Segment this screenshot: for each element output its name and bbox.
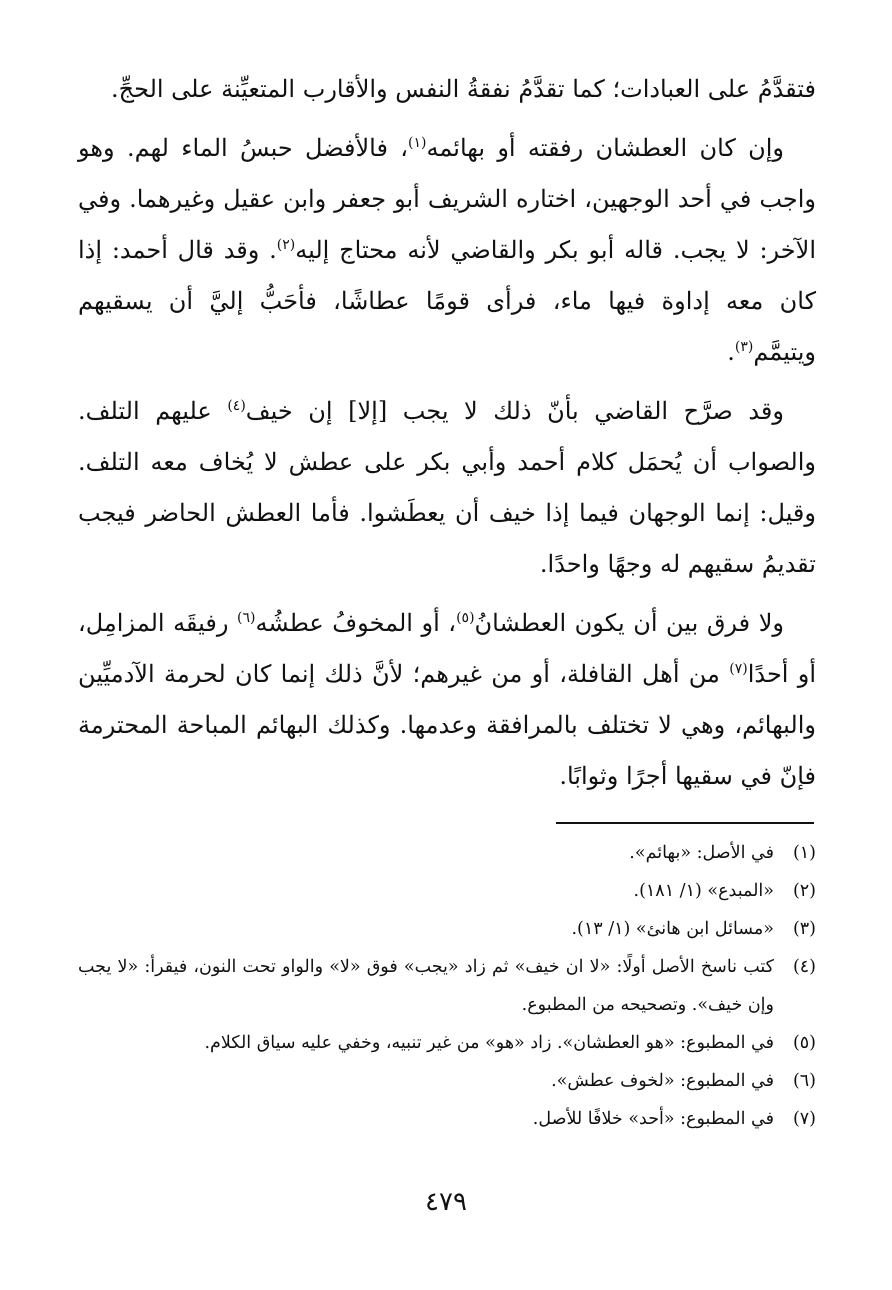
footnote-reference: (٧) [729, 661, 748, 677]
footnotes [78, 834, 816, 1138]
footnote-text: كتب ناسخ الأصل أولًا: «لا ان خيف» ثم زاد «يجب» فوق «لا» والواو تحت النون، فيقرأ: «لا يجب وإن خيف». وتصحيحه من المطبوع. [78, 957, 774, 1015]
paragraph [78, 64, 816, 115]
footnote-text: في المطبوع: «لخوف عطش». [551, 1071, 774, 1091]
paragraph-text: ، أو المخوفُ عطشُه [255, 609, 457, 637]
footnote-reference: (١) [408, 135, 427, 151]
paragraph-text: عليهم التلف. والصواب أن يُحمَل كلام أحمد وأبي بكر على عطش لا يُخاف معه التلف. وقيل: إنما الوجهان فيما إذا خيف أن يعطَشوا. فأما العطش الحاضر فيجب تقديمُ سقيهم له وجهًا واحدًا. [78, 397, 816, 578]
footnote-number: (٢) [792, 881, 816, 901]
footnote-number: (١) [792, 843, 816, 863]
footnote-text: في الأصل: «بهائم». [629, 843, 774, 863]
footnote-reference: (٥) [456, 610, 475, 626]
footnote-separator [556, 822, 814, 824]
paragraph-text: . وقد قال أحمد: إذا كان معه إداوة فيها ماء، فرأى قومًا عطاشًا، فأحَبُّ إليَّ أن يسقيهم ويتيمَّم [78, 236, 816, 366]
footnote-number: (٥) [792, 1033, 816, 1053]
paragraph [78, 598, 816, 802]
paragraph-text: ، فالأفضل حبسُ الماء لهم. وهو واجب في أحد الوجهين، اختاره الشريف أبو جعفر وابن عقيل وغيرهما. وفي الآخر: لا يجب. قاله أبو بكر والقاضي لأنه محتاج إليه [78, 134, 816, 264]
page-number: ٤٧٩ [425, 1187, 467, 1217]
footnote [78, 1100, 816, 1138]
footnote-number: (٣) [792, 919, 816, 939]
footnote [78, 834, 816, 872]
footnote [78, 910, 816, 948]
footnote-text: في المطبوع: «أحد» خلافًا للأصل. [532, 1109, 774, 1129]
footnote-number: (٦) [792, 1071, 816, 1091]
footnote [78, 1062, 816, 1100]
footnote-reference: (٦) [236, 610, 256, 626]
footnote-number: (٧) [792, 1109, 816, 1129]
footnote-number: (٤) [792, 957, 816, 977]
footnote-text: «مسائل ابن هانئ» (١/ ١٣). [571, 919, 774, 939]
paragraph-text: ولا فرق بين أن يكون العطشانُ [474, 609, 784, 637]
paragraph-text: من أهل القافلة، أو من غيرهم؛ لأنَّ ذلك إنما كان لحرمة الآدميِّين والبهائم، وهي لا تختلف بالمرافقة وعدمها. وكذلك البهائم المباحة المحترمة فإنّ في سقيها أجرًا وثوابًا. [78, 660, 816, 790]
footnote [78, 872, 816, 910]
footnote-text: «المبدع» (١/ ١٨١). [633, 881, 774, 901]
footnote-reference: (٢) [276, 237, 296, 253]
main-text [78, 64, 816, 802]
paragraph-text: فتقدَّمُ على العبادات؛ كما تقدَّمُ نفقةُ النفس والأقارب المتعيِّنة على الحجِّ. [110, 75, 816, 103]
paragraph-text: وإن كان العطشان رفقته أو بهائمه [426, 134, 785, 162]
footnote-reference: (٤) [227, 398, 246, 414]
paragraph-text: . [727, 338, 735, 366]
footnote [78, 948, 816, 1024]
footnote-reference: (٣) [734, 339, 754, 355]
footnote-text: في المطبوع: «هو العطشان». زاد «هو» من غير تنبيه، وخفي عليه سياق الكلام. [204, 1033, 774, 1053]
paragraph [78, 123, 816, 378]
footnote [78, 1024, 816, 1062]
paragraph-text: وقد صرَّح القاضي بأنّ ذلك لا يجب [إلا] إن خيف [245, 397, 784, 425]
paragraph-text: رفيقَه المزامِل، أو أحدًا [78, 609, 817, 688]
paragraph [78, 386, 816, 590]
